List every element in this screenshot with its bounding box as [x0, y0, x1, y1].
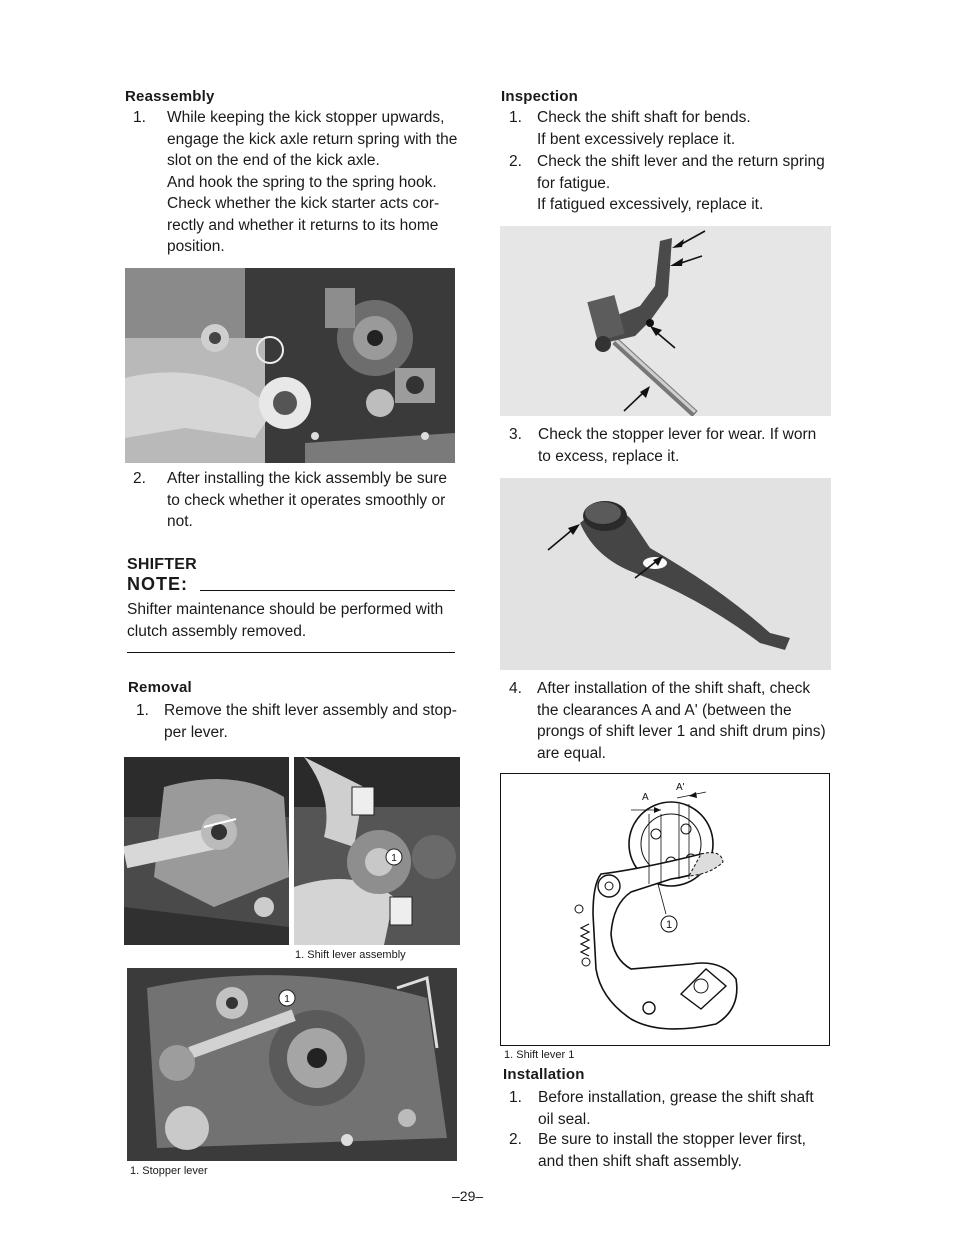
note-rule-top: [200, 590, 455, 591]
text-line: Check whether the kick starter acts cor-: [167, 195, 440, 212]
text-line: for fatigue.: [537, 174, 611, 192]
label-a: A: [642, 792, 649, 803]
installation-heading: Installation: [503, 1066, 585, 1083]
caption-shift-lever-assembly: 1. Shift lever assembly: [295, 949, 406, 961]
text-line: slot on the end of the kick axle.: [167, 152, 380, 169]
removal-heading: Removal: [128, 679, 192, 696]
note-label: NOTE:: [127, 574, 188, 594]
text-line: and then shift shaft assembly.: [538, 1152, 742, 1170]
text-line: the clearances A and A' (between the: [537, 701, 792, 719]
shift-shaft-photo: [124, 757, 289, 945]
page-number: –29–: [452, 1188, 484, 1204]
text-line: prongs of shift lever 1 and shift drum pins): [537, 723, 826, 740]
shift-lever-assembly-photo: [294, 757, 460, 945]
text-line: oil seal.: [538, 1110, 591, 1128]
text-line: Check the shift lever and the return spring: [537, 153, 825, 170]
caption-stopper-lever: 1. Stopper lever: [130, 1165, 208, 1177]
label-a-prime: A': [676, 782, 685, 793]
text-line: After installing the kick assembly be sure: [167, 470, 447, 487]
callout-number: 1: [665, 919, 673, 931]
text-line: Check the shift shaft for bends.: [537, 109, 751, 126]
text-line: Be sure to install the stopper lever first,: [538, 1131, 806, 1148]
step-number: 2.: [509, 153, 522, 170]
text-line: After installation of the shift shaft, check: [537, 680, 811, 697]
callout-number: 1: [391, 853, 397, 864]
kick-assembly-photo: [125, 268, 455, 463]
shift-shaft-lever-photo: [500, 226, 831, 416]
caption-shift-lever-1: 1. Shift lever 1: [504, 1049, 575, 1061]
text-line: Check the stopper lever for wear. If worn: [538, 426, 817, 443]
text-line: Shifter maintenance should be performed with: [127, 601, 444, 618]
text-line: Remove the shift lever assembly and stop-: [164, 702, 457, 719]
step-number: 4.: [509, 680, 522, 697]
note-text: [127, 599, 462, 642]
step-number: 3.: [509, 426, 522, 443]
inspection-heading: Inspection: [501, 88, 579, 105]
text-line: Before installation, grease the shift shaft: [538, 1089, 814, 1106]
shifter-heading: SHIFTER: [127, 556, 197, 573]
step-number: 1.: [136, 702, 149, 719]
text-line: to check whether it operates smoothly or: [167, 491, 446, 509]
text-line: And hook the spring to the spring hook.: [167, 173, 437, 191]
stopper-lever-photo: [127, 968, 457, 1161]
text-line: per lever.: [164, 723, 228, 741]
text-line: position.: [167, 238, 225, 255]
text-line: engage the kick axle return spring with the: [167, 130, 458, 148]
text-line: If bent excessively replace it.: [537, 130, 736, 148]
stopper-lever-detail-photo: [500, 478, 831, 670]
reassembly-heading: Reassembly: [125, 88, 215, 105]
note-rule-bottom: [127, 652, 455, 653]
text-line: While keeping the kick stopper upwards,: [167, 109, 445, 126]
text-line: to excess, replace it.: [538, 447, 680, 465]
step-number: 1.: [509, 1089, 522, 1106]
text-line: rectly and whether it returns to its home: [167, 216, 439, 234]
step-number: 2.: [133, 470, 146, 487]
text-line: not.: [167, 513, 193, 530]
shift-lever-diagram: [500, 773, 830, 1046]
text-line: If fatigued excessively, replace it.: [537, 196, 764, 213]
callout-number: 1: [284, 994, 290, 1005]
step-number: 1.: [133, 109, 146, 126]
text-line: clutch assembly removed.: [127, 622, 307, 640]
text-line: are equal.: [537, 744, 606, 762]
step-number: 1.: [509, 109, 522, 126]
step-number: 2.: [509, 1131, 522, 1148]
